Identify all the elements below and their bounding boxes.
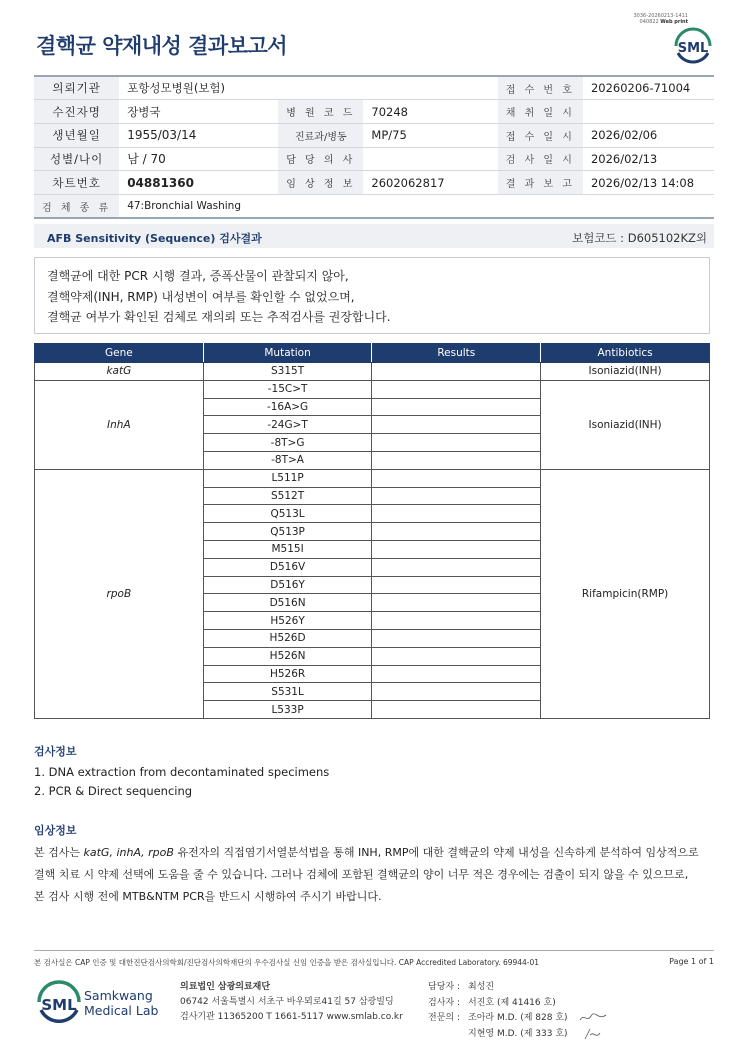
antibiotic-cell: Isoniazid(INH)	[541, 363, 710, 381]
clinical-info-paragraph	[34, 842, 714, 908]
staff-label: 검사자 :	[428, 997, 460, 1008]
chart-no-value: 04881360	[119, 171, 278, 195]
report-date-label: 결 과 보 고	[498, 171, 583, 195]
note-line: 결핵균 여부가 확인된 검체로 재의뢰 또는 추적검사를 권장합니다.	[47, 310, 391, 324]
hosp-code-label: 병 원 코 드	[278, 100, 363, 124]
chart-no-label: 차트번호	[34, 171, 119, 195]
result-cell	[372, 665, 541, 683]
collect-date-label: 채 취 일 시	[498, 100, 583, 124]
test-info-item: 2. PCR & Direct sequencing	[34, 784, 193, 798]
sex-age-label: 성별/나이	[34, 147, 119, 171]
mutation-cell: Q513P	[203, 523, 372, 541]
org-contact: 검사기관 11365200 T 1661-5117 www.smlab.co.kr	[180, 1012, 403, 1022]
patient-value: 장병국	[119, 100, 278, 124]
result-cell	[372, 434, 541, 452]
signature-1	[578, 1011, 608, 1025]
mutation-results-table	[34, 343, 710, 719]
report-date-value: 2026/02/13 14:08	[583, 171, 714, 195]
mutation-cell: H526Y	[203, 612, 372, 630]
staff-info	[428, 980, 612, 1042]
test-date-label: 검 사 일 시	[498, 147, 583, 171]
samkwang-logo	[36, 980, 186, 1032]
clinical-text: 본 검사 시행 전에 MTB&NTM PCR을 반드시 시행하여 주시기 바랍니다.	[34, 890, 382, 903]
sex-age-value: 남 / 70	[119, 147, 278, 171]
col-header-antibiotics: Antibiotics	[541, 344, 710, 363]
accreditation-note: 본 검사실은 CAP 인증 및 대한진단검사의학회/진단검사의학재단의 우수검사실 신임 인증을 받은 검사실입니다. CAP Accredited Laboratory. 69944-01	[34, 958, 540, 967]
info-row	[34, 147, 714, 171]
results-header-row	[35, 344, 710, 363]
result-cell	[372, 451, 541, 469]
result-row	[35, 380, 710, 398]
mutation-cell: -16A>G	[203, 398, 372, 416]
logo-brand-line1: Samkwang	[84, 988, 153, 1003]
clinical-text: 결핵 치료 시 약제 선택에 도움을 줄 수 있습니다. 그러나 검체에 포함된 결핵균의 양이 너무 적은 경우에는 검출이 되지 않을 수 있으므로,	[34, 868, 689, 881]
info-row	[34, 123, 714, 147]
result-cell	[372, 487, 541, 505]
mutation-cell: L511P	[203, 469, 372, 487]
result-cell	[372, 416, 541, 434]
result-cell	[372, 576, 541, 594]
mutation-cell: -8T>G	[203, 434, 372, 452]
antibiotic-cell: Rifampicin(RMP)	[541, 469, 710, 718]
antibiotic-cell: Isoniazid(INH)	[541, 380, 710, 469]
mutation-cell: S531L	[203, 683, 372, 701]
staff-name: 최성진	[468, 982, 495, 992]
mutation-cell: H526D	[203, 629, 372, 647]
result-cell	[372, 612, 541, 630]
mutation-cell: H526N	[203, 647, 372, 665]
result-cell	[372, 683, 541, 701]
result-cell	[372, 363, 541, 381]
info-row	[34, 100, 714, 124]
test-info-heading: 검사정보	[34, 745, 77, 758]
sml-logo	[672, 26, 714, 64]
print-meta-code-2: 040822	[639, 19, 659, 25]
dept-label: 진료과/병동	[278, 123, 363, 147]
clinical-text: 유전자의 직접염기서열분석법을 통해 INH, RMP에 대한 결핵균의 약제 내성을 신속하게 분석하여 임상적으로	[173, 846, 699, 859]
info-row	[34, 194, 714, 218]
mutation-cell: D516V	[203, 558, 372, 576]
print-meta	[633, 13, 688, 25]
result-cell	[372, 594, 541, 612]
logo-sml-text: SML	[41, 996, 77, 1014]
patient-info-table	[34, 75, 714, 219]
print-meta-mode: Web print	[660, 19, 688, 25]
mutation-cell: M515I	[203, 540, 372, 558]
collect-date-value	[583, 100, 714, 124]
result-row	[35, 469, 710, 487]
footer-divider	[34, 950, 714, 951]
staff-name: 서진호 (제 41416 호)	[468, 997, 556, 1008]
mutation-cell: D516Y	[203, 576, 372, 594]
staff-name: 조아라 M.D. (제 828 호)	[468, 1013, 568, 1023]
logo-brand-line2: Medical Lab	[84, 1003, 159, 1018]
result-cell	[372, 398, 541, 416]
gene-cell: InhA	[35, 380, 204, 469]
dob-label: 생년월일	[34, 123, 119, 147]
clinical-genes: katG, inhA, rpoB	[83, 846, 174, 859]
mutation-cell: D516N	[203, 594, 372, 612]
section-title: AFB Sensitivity (Sequence) 검사결과	[47, 232, 262, 245]
result-cell	[372, 647, 541, 665]
sml-logo-text: SML	[677, 41, 709, 56]
staff-label: 담당자 :	[428, 982, 460, 992]
receipt-no-value: 20260206-71004	[583, 76, 714, 100]
clinical-label: 임 상 정 보	[278, 171, 363, 195]
staff-name: 지현영 M.D. (제 333 호)	[468, 1028, 568, 1039]
note-line: 결핵균에 대한 PCR 시행 결과, 증폭산물이 관찰되지 않아,	[47, 269, 349, 283]
org-address: 06742 서울특별시 서초구 바우뫼로41길 57 삼광빌딩	[180, 997, 394, 1007]
result-cell	[372, 701, 541, 719]
receipt-date-value: 2026/02/06	[583, 123, 714, 147]
result-cell	[372, 629, 541, 647]
result-cell	[372, 558, 541, 576]
staff-label: 전문의 :	[428, 1013, 460, 1023]
col-header-results: Results	[372, 344, 541, 363]
dept-value: MP/75	[363, 123, 497, 147]
mutation-cell: -24G>T	[203, 416, 372, 434]
result-cell	[372, 540, 541, 558]
insurance-code: 보험코드 : D605102KZ외	[572, 231, 707, 245]
result-note-box	[34, 257, 710, 334]
mutation-cell: Q513L	[203, 505, 372, 523]
gene-cell: katG	[35, 363, 204, 381]
req-org-value: 포항성모병원(보험)	[119, 76, 498, 100]
test-info-item: 1. DNA extraction from decontaminated specimens	[34, 765, 330, 779]
mutation-cell: S315T	[203, 363, 372, 381]
dob-value: 1955/03/14	[119, 123, 278, 147]
clinical-value: 2602062817	[363, 171, 497, 195]
org-name: 의료법인 삼광의료재단	[180, 982, 271, 992]
organization-info	[180, 980, 403, 1025]
clinical-info-heading: 임상정보	[34, 824, 77, 837]
mutation-cell: -15C>T	[203, 380, 372, 398]
gene-cell: rpoB	[35, 469, 204, 718]
info-row	[34, 171, 714, 195]
mutation-cell: L533P	[203, 701, 372, 719]
mutation-cell: S512T	[203, 487, 372, 505]
result-cell	[372, 380, 541, 398]
info-row	[34, 76, 714, 100]
result-cell	[372, 505, 541, 523]
receipt-no-label: 접 수 번 호	[498, 76, 583, 100]
mutation-cell: -8T>A	[203, 451, 372, 469]
receipt-date-label: 접 수 일 시	[498, 123, 583, 147]
result-cell	[372, 523, 541, 541]
mutation-cell: H526R	[203, 665, 372, 683]
samkwang-logo-mark	[36, 980, 186, 1028]
test-date-value: 2026/02/13	[583, 147, 714, 171]
specimen-value: 47:Bronchial Washing	[119, 194, 714, 218]
patient-label: 수진자명	[34, 100, 119, 124]
specimen-label: 검 체 종 류	[34, 194, 119, 218]
page-number: Page 1 of 1	[669, 957, 714, 966]
clinical-text: 본 검사는	[34, 846, 84, 859]
result-row	[35, 363, 710, 381]
hosp-code-value: 70248	[363, 100, 497, 124]
doctor-label: 담 당 의 사	[278, 147, 363, 171]
result-cell	[372, 469, 541, 487]
req-org-label: 의뢰기관	[34, 76, 119, 100]
print-meta-code: 3036-20260213-1411	[633, 13, 688, 19]
doctor-value	[363, 147, 497, 171]
col-header-gene: Gene	[35, 344, 204, 363]
note-line: 결핵약제(INH, RMP) 내성변이 여부를 확인할 수 없었으며,	[47, 289, 355, 304]
col-header-mutation: Mutation	[203, 344, 372, 363]
report-title: 결핵균 약재내성 결과보고서	[36, 34, 288, 58]
signature-2	[582, 1027, 612, 1041]
